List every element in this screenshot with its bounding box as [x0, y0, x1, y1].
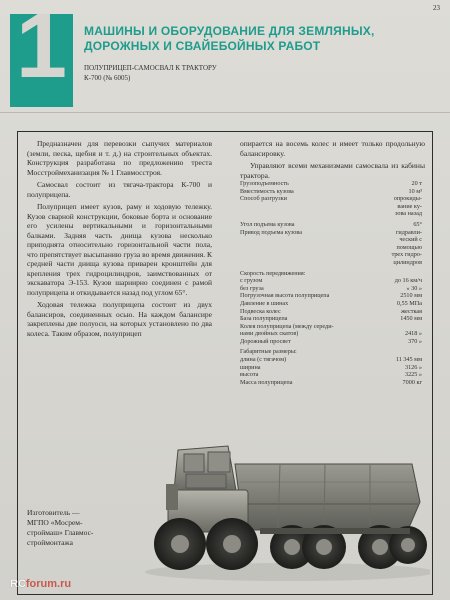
- spec-row: [240, 229, 422, 237]
- spec-label: Подвеска колес: [240, 307, 281, 315]
- spec-value: 2418 »: [404, 330, 422, 338]
- spec-value: гидравли-: [395, 228, 422, 236]
- spec-label: высота: [240, 371, 259, 379]
- spec-label: [240, 203, 394, 211]
- spec-row: [240, 195, 422, 203]
- spec-row: [240, 300, 422, 308]
- spec-row: [240, 308, 422, 316]
- spec-label: Погрузочная высота полуприцепа: [240, 292, 330, 300]
- manufacturer-line: строймонтажа: [27, 538, 73, 547]
- spec-label: [240, 236, 396, 244]
- spec-value: 10 м³: [408, 187, 422, 195]
- spec-label: Вместимость кузова: [240, 187, 294, 195]
- spec-value: зова назад: [394, 210, 422, 218]
- watermark-logo: [10, 578, 71, 590]
- spec-value: до 16 км/ч: [394, 277, 422, 285]
- spec-value: помощью: [396, 243, 422, 251]
- spec-label: Колея полуприцепа (между середи-: [240, 322, 334, 330]
- spec-row: [240, 244, 422, 252]
- spec-row: [240, 315, 422, 323]
- spec-value: 370 »: [408, 337, 422, 345]
- spec-row: [240, 270, 422, 278]
- spec-value: 65°: [413, 220, 422, 228]
- spec-value: 7000 кг: [402, 378, 422, 386]
- spec-row: [240, 251, 422, 259]
- spec-label: Привод подъема кузова: [240, 228, 302, 236]
- spec-label: Угол подъема кузова: [240, 220, 295, 228]
- spec-label: Дорожный просвет: [240, 337, 291, 345]
- section-title: МАШИНЫ И ОБОРУДОВАНИЕ ДЛЯ ЗЕМЛЯНЫХ, ДОРОЖНЫХ И СВАЙЕБОЙНЫХ РАБОТ: [84, 24, 375, 53]
- spec-row: [240, 188, 422, 196]
- spec-value: 3225 »: [404, 371, 422, 379]
- spec-label: [240, 259, 390, 267]
- truck-photo: [140, 432, 430, 582]
- continuation-paragraph: Управляют всеми механизмами самосвала из кабины трактора.: [240, 161, 425, 180]
- description-paragraph: Ходовая тележка полуприцепа состоит из двух балансиров, соединенных осью. На каждом балансире закреплены две полуоси, на которых установлено по два колеса. Таким образом, полуприцеп: [27, 300, 212, 338]
- description-paragraph: Самосвал состоит из тягача-трактора К-700 и полуприцепа.: [27, 180, 212, 199]
- spec-row: [240, 285, 422, 293]
- spec-row: [240, 236, 422, 244]
- spec-row: [240, 292, 422, 300]
- spec-label: [240, 244, 393, 252]
- spec-row: [240, 259, 422, 267]
- spec-row: [240, 323, 422, 331]
- page-number: 23: [433, 4, 440, 12]
- spec-value: 0,55 МПа: [396, 299, 422, 307]
- spec-row: [240, 348, 422, 356]
- spec-label: База полуприцепа: [240, 315, 288, 323]
- spec-label: [240, 210, 392, 218]
- spec-value: » 30 »: [406, 284, 422, 292]
- spec-value: опрокиды-: [393, 195, 422, 203]
- spec-label: Способ разгрузки: [240, 195, 287, 203]
- spec-label: без груза: [240, 284, 264, 292]
- manufacturer-line: Изготовитель —: [27, 508, 80, 517]
- spec-value: 20 т: [411, 180, 422, 187]
- top-divider: [0, 112, 450, 113]
- spec-label: Давление в шинах: [240, 299, 289, 307]
- spec-row: [240, 364, 422, 372]
- spec-row: [240, 356, 422, 364]
- spec-label: Скорость передвижения:: [240, 269, 306, 277]
- product-title: [84, 63, 334, 83]
- spec-value: 2510 мм: [400, 292, 422, 300]
- spec-value: 1450 мм: [400, 315, 422, 323]
- watermark-brand: RC: [10, 578, 26, 590]
- spec-label: нами двойных скатов): [240, 330, 299, 338]
- spec-row: [240, 180, 422, 188]
- spec-row: [240, 277, 422, 285]
- spec-table: [240, 180, 422, 386]
- spec-value: жесткая: [400, 307, 422, 315]
- manufacturer-note: [27, 508, 137, 548]
- spec-row: [240, 221, 422, 229]
- spec-value: [419, 323, 422, 331]
- watermark-rest: forum.ru: [25, 578, 72, 590]
- spec-value: 11 345 мм: [395, 356, 422, 364]
- spec-row: [240, 203, 422, 211]
- spec-label: ширина: [240, 363, 261, 371]
- spec-label: Масса полуприцепа: [240, 378, 293, 386]
- manufacturer-line: строймаш» Главмос-: [27, 528, 94, 537]
- spec-value: цилиндров: [393, 258, 422, 266]
- continuation-column: [240, 139, 425, 183]
- product-title-line2: К-700 (№ 6005): [84, 74, 131, 82]
- spec-label: [240, 251, 389, 259]
- description-column: [27, 139, 212, 341]
- continuation-paragraph: опирается на восемь колес и имеет только продольную балансировку.: [240, 139, 425, 158]
- spec-value: 3126 »: [404, 363, 422, 371]
- spec-label: длина (с тягачом): [240, 356, 287, 364]
- spec-value: [419, 270, 422, 278]
- description-paragraph: Предназначен для перевозки сыпучих материалов (земли, песка, щебня и т. д.) на строительных объектах. Конструкция разработана по предложению треста Мосстроймеханизация № 1 Главмосстроя.: [27, 139, 212, 177]
- section-number: 1: [15, 0, 68, 97]
- spec-row: [240, 330, 422, 338]
- spec-row: [240, 210, 422, 218]
- spec-label: Грузоподъемность: [240, 180, 289, 187]
- product-title-line1: ПОЛУПРИЦЕП-САМОСВАЛ К ТРАКТОРУ: [84, 64, 217, 72]
- description-paragraph: Полуприцеп имеет кузов, раму и ходовую тележку. Кузов сварной конструкции, боковые борта и основание его усилены вертикальными и горизонтальными балками. Задняя часть днища кузова несколько приподнята относительно горизонтальной части пола, что препятствует высыпанию груза во время движения. К средней части днища кузова приварен кронштейн для крепления трех гидроцилиндров, заимствованных от экскаватора Э-153. Кузов шарнирно соединен с рамой полуприцепа и откидывается назад под углом 65°.: [27, 202, 212, 297]
- spec-value: трех гидро-: [391, 251, 422, 259]
- spec-row: [240, 371, 422, 379]
- spec-row: [240, 338, 422, 346]
- spec-value: вание ку-: [397, 202, 422, 210]
- spec-label: с грузом: [240, 277, 263, 285]
- manufacturer-line: МГПО «Мосрем-: [27, 518, 83, 527]
- spec-value: ческий с: [399, 236, 422, 244]
- spec-value: [419, 348, 422, 356]
- spec-row: [240, 379, 422, 387]
- spec-label: Габаритные размеры:: [240, 348, 297, 356]
